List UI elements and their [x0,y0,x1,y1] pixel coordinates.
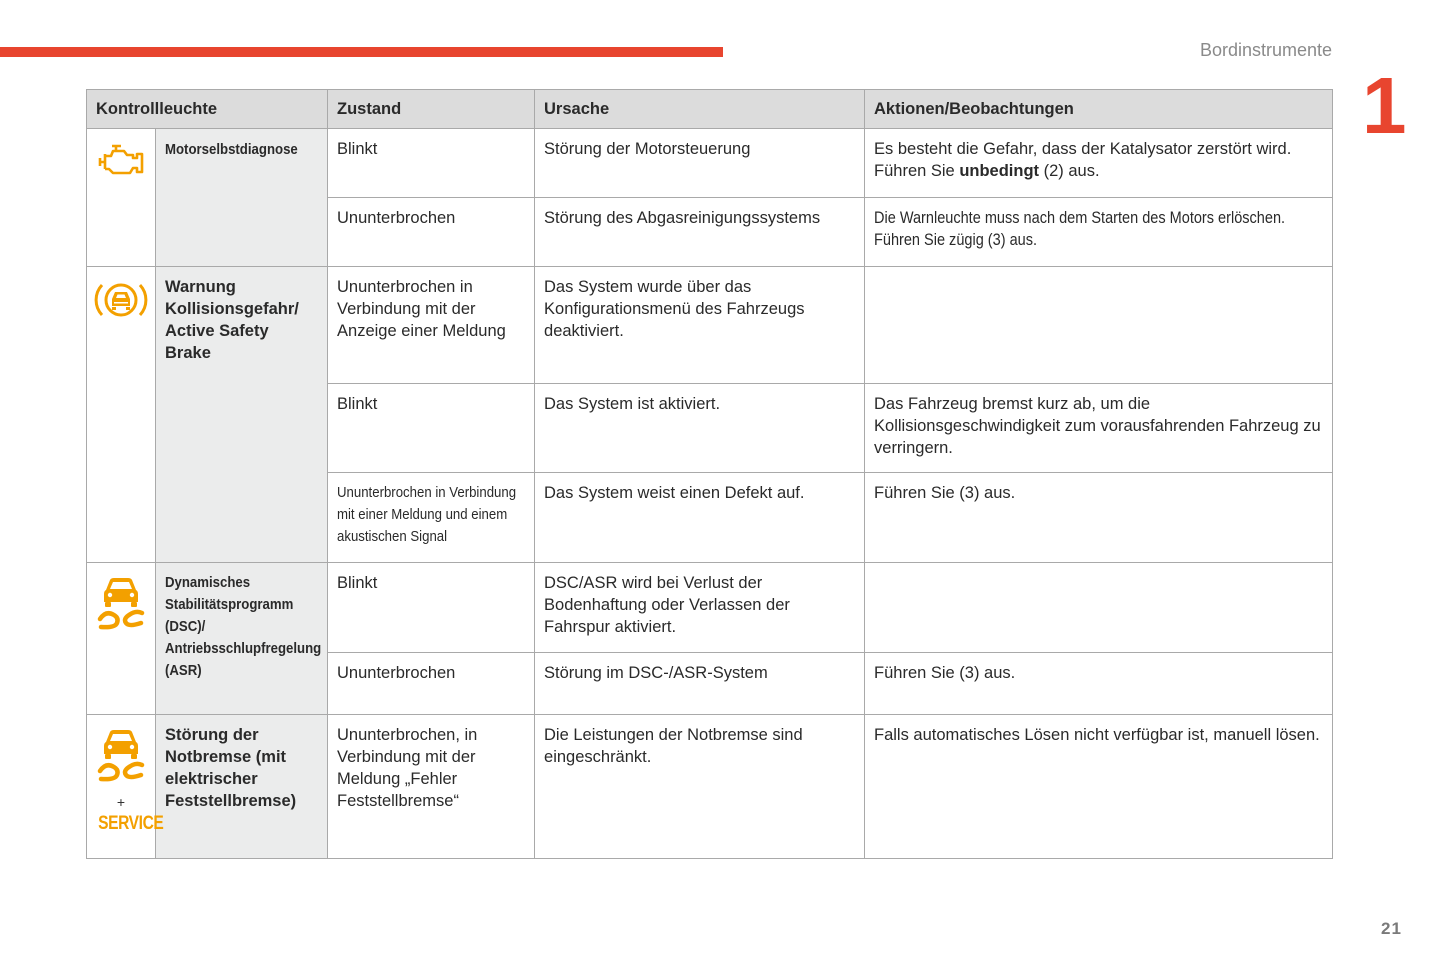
action-cell [865,563,1333,653]
cause-cell: Das System wurde über das Konfigurationsmenü des Fahrzeugs deaktiviert. [535,267,865,384]
icon-plus-sign: + [116,794,126,810]
state-cell: Blinkt [328,384,535,473]
accent-bar [0,47,723,57]
icon-cell [87,715,164,859]
light-name: Warnung Kollisionsgefahr/ Active Safety Brake [156,267,328,563]
cause-cell: Das System weist einen Defekt auf. [535,473,865,563]
state-cell: Ununterbrochen [328,198,535,267]
light-name: Dynamisches Stabilitätsprogramm (DSC)/ Antriebsschlupfregelung (ASR) [156,563,328,715]
col-header-kontrollleuchte: Kontrollleuchte [87,90,328,129]
action-cell: Führen Sie (3) aus. [865,473,1333,563]
page-number: 21 [1381,919,1402,938]
chapter-number: 1 [1362,61,1407,150]
action-cell: Falls automatisches Lösen nicht verfügbar ist, manuell lösen. [865,715,1333,859]
light-name: Störung der Notbremse (mit elektrischer Feststellbremse) [156,715,328,859]
icon-cell [87,129,156,267]
action-cell [865,267,1333,384]
cause-cell: Störung der Motorsteuerung [535,129,865,198]
light-name: Motorselbstdiagnose [156,129,328,267]
col-header-aktionen: Aktionen/Beobachtungen [865,90,1333,129]
state-cell: Ununterbrochen in Verbindung mit einer Meldung und einem akustischen Signal [328,473,535,563]
table-row [87,563,1333,653]
state-cell: Ununterbrochen [328,653,535,715]
state-cell: Ununterbrochen, in Verbindung mit der Meldung „Fehler Feststellbremse“ [328,715,535,859]
cause-cell: Das System ist aktiviert. [535,384,865,473]
collision-warning-icon [93,277,149,323]
section-title: Bordinstrumente [1200,40,1333,60]
cause-cell: Störung im DSC-/ASR-System [535,653,865,715]
cause-cell: DSC/ASR wird bei Verlust der Bodenhaftung oder Verlassen der Fahrspur aktiviert. [535,563,865,653]
state-cell: Blinkt [328,563,535,653]
cause-cell: Störung des Abgasreinigungssystems [535,198,865,267]
skidding-car-icon [95,573,147,631]
engine-check-icon [96,139,146,179]
action-cell: Es besteht die Gefahr, dass der Katalysator zerstört wird. Führen Sie unbedingt (2) aus. [865,129,1333,198]
table-row [87,715,1333,859]
table-row [87,267,1333,384]
table-header-row [87,90,1333,129]
warning-lights-table [86,89,1333,859]
service-label: SERVICE [98,813,164,834]
col-header-zustand: Zustand [328,90,535,129]
col-header-ursache: Ursache [535,90,865,129]
action-cell: Führen Sie (3) aus. [865,653,1333,715]
cause-cell: Die Leistungen der Notbremse sind eingeschränkt. [535,715,865,859]
icon-cell [87,267,156,563]
action-cell: Die Warnleuchte muss nach dem Starten des Motors erlöschen. Führen Sie zügig (3) aus. [865,198,1333,267]
action-cell: Das Fahrzeug bremst kurz ab, um die Kollisionsgeschwindigkeit zum vorausfahrenden Fahrzeug zu verringern. [865,384,1333,473]
skidding-car-icon [95,725,147,783]
icon-cell [87,563,156,715]
state-cell: Ununterbrochen in Verbindung mit der Anzeige einer Meldung [328,267,535,384]
state-cell: Blinkt [328,129,535,198]
table-row [87,129,1333,198]
